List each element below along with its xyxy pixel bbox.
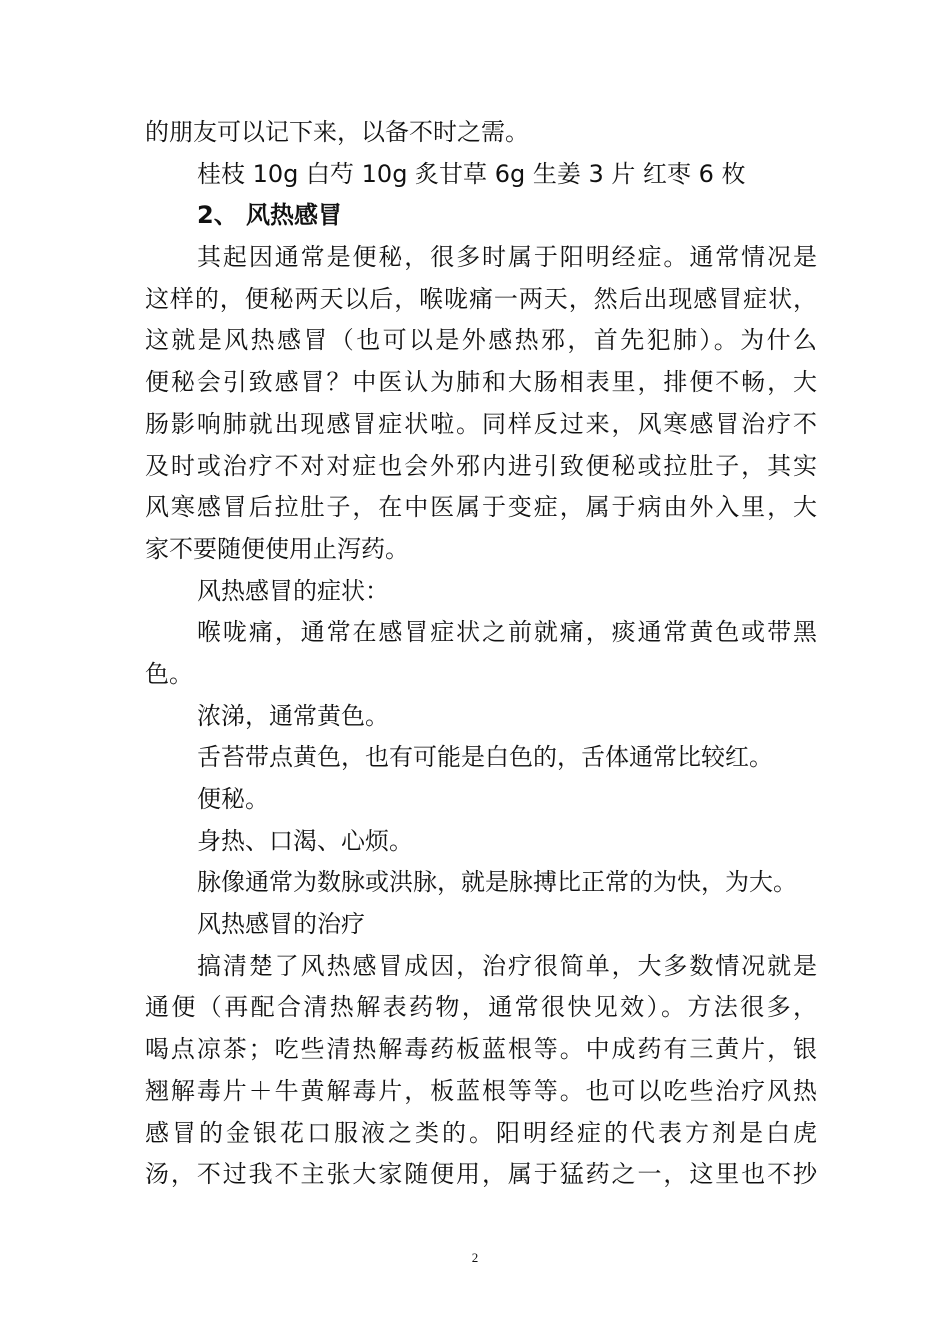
symptom-line: 色。 <box>145 659 193 688</box>
text-line: 喝点凉茶；吃些清热解毒药板蓝根等。中成药有三黄片，银 <box>145 1035 817 1064</box>
symptom-line: 身热、口渴、心烦。 <box>197 826 413 855</box>
symptom-line: 便秘。 <box>197 785 269 813</box>
text-line: 家不要随便使用止泻药。 <box>145 534 409 563</box>
text-line: 肠影响肺就出现感冒症状啦。同样反过来，风寒感冒治疗不 <box>145 409 817 438</box>
symptom-line: 喉咙痛，通常在感冒症状之前就痛，痰通常黄色或带黑 <box>197 618 817 647</box>
text-line: 感冒的金银花口服液之类的。阳明经症的代表方剂是白虎 <box>145 1118 817 1147</box>
text-line: 汤，不过我不主张大家随便用，属于猛药之一，这里也不抄 <box>145 1160 817 1189</box>
text-line: 及时或治疗不对对症也会外邪内进引致便秘或拉肚子，其实 <box>145 451 817 480</box>
text-line: 这样的，便秘两天以后，喉咙痛一两天，然后出现感冒症状， <box>145 284 817 313</box>
section-heading: 2、 风热感冒 <box>197 201 343 230</box>
subheading: 风热感冒的症状： <box>197 576 389 605</box>
subheading: 风热感冒的治疗 <box>197 910 365 939</box>
page-number: 2 <box>471 1250 479 1265</box>
text-line: 的朋友可以记下来，以备不时之需。 <box>145 118 529 146</box>
text-line: 通便（再配合清热解表药物，通常很快见效）。方法很多， <box>145 993 817 1022</box>
body-text <box>145 112 817 1196</box>
text-line: 风寒感冒后拉肚子，在中医属于变症，属于病由外入里，大 <box>145 493 817 522</box>
text-line: 便秘会引致感冒？中医认为肺和大肠相表里，排便不畅，大 <box>145 368 817 397</box>
symptom-line: 浓涕，通常黄色。 <box>197 701 389 730</box>
symptom-line: 脉像通常为数脉或洪脉，就是脉搏比正常的为快，为大。 <box>197 868 797 897</box>
text-line: 其起因通常是便秘，很多时属于阳明经症。通常情况是 <box>197 243 817 272</box>
prescription-line: 桂枝 10g 白芍 10g 炙甘草 6g 生姜 3 片 红枣 6 枚 <box>197 159 746 188</box>
symptom-line: 舌苔带点黄色，也有可能是白色的，舌体通常比较红。 <box>197 743 773 772</box>
text-line: 搞清楚了风热感冒成因，治疗很简单，大多数情况就是 <box>197 951 817 980</box>
text-line: 翘解毒片＋牛黄解毒片，板蓝根等等。也可以吃些治疗风热 <box>145 1076 817 1105</box>
text-line: 这就是风热感冒（也可以是外感热邪，首先犯肺）。为什么 <box>145 326 817 355</box>
